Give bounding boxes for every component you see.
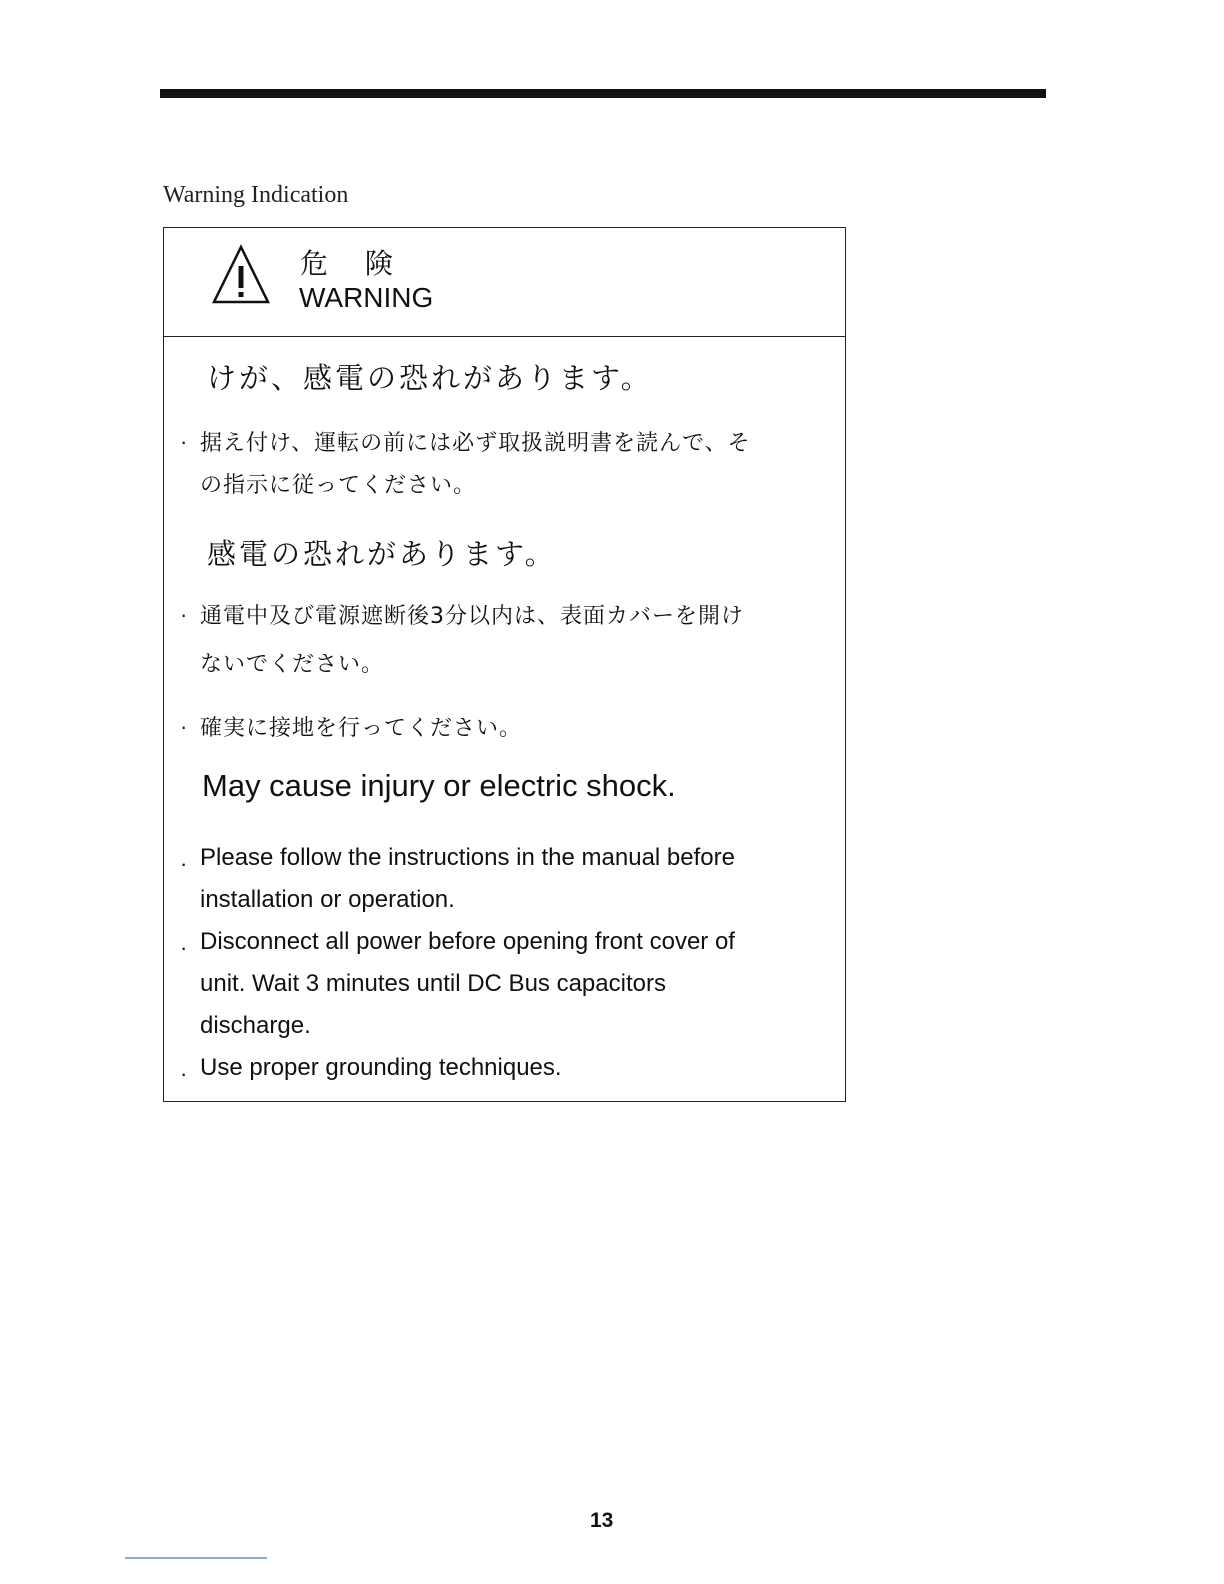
warning-header [164, 228, 845, 337]
en-bullet1-line1: Please follow the instructions in the manual before [200, 844, 735, 871]
warning-triangle-icon [211, 244, 271, 306]
bullet-marker: · [180, 429, 188, 454]
en-bullet2-line1: Disconnect all power before opening front cover of [200, 928, 735, 955]
jp-heading-shock: 感電の恐れがあります。 [207, 537, 557, 571]
bullet-marker: · [180, 935, 188, 960]
en-bullet2-line2: unit. Wait 3 minutes until DC Bus capacitors [200, 970, 666, 997]
en-heading: May cause injury or electric shock. [202, 768, 676, 803]
en-bullet3-line1: Use proper grounding techniques. [200, 1054, 562, 1081]
warning-label-en: WARNING [299, 282, 434, 313]
warning-label-jp: 危 険 [300, 247, 407, 280]
warning-box [163, 227, 846, 1102]
en-bullet1-line2: installation or operation. [200, 886, 455, 913]
jp-bullet1-line1: 据え付け、運転の前には必ず取扱説明書を読んで、そ [200, 431, 751, 456]
bullet-marker: · [180, 851, 188, 876]
jp-bullet2-line2: ないでください。 [200, 652, 385, 677]
jp-bullet3-line1: 確実に接地を行ってください。 [200, 716, 523, 741]
en-bullet2-line3: discharge. [200, 1012, 311, 1039]
top-rule [160, 89, 1046, 98]
jp-bullet2-line1: 通電中及び電源遮断後3分以内は、表面カバーを開け [200, 604, 744, 629]
bullet-marker: · [180, 602, 188, 627]
bullet-marker: · [180, 1061, 188, 1086]
bullet-marker: · [180, 714, 188, 739]
footer-rule [125, 1557, 267, 1559]
page-number: 13 [590, 1509, 614, 1532]
jp-bullet1-line2: の指示に従ってください。 [200, 473, 477, 498]
jp-heading-injury-shock: けが、感電の恐れがあります。 [207, 361, 653, 395]
section-heading: Warning Indication [163, 182, 349, 208]
